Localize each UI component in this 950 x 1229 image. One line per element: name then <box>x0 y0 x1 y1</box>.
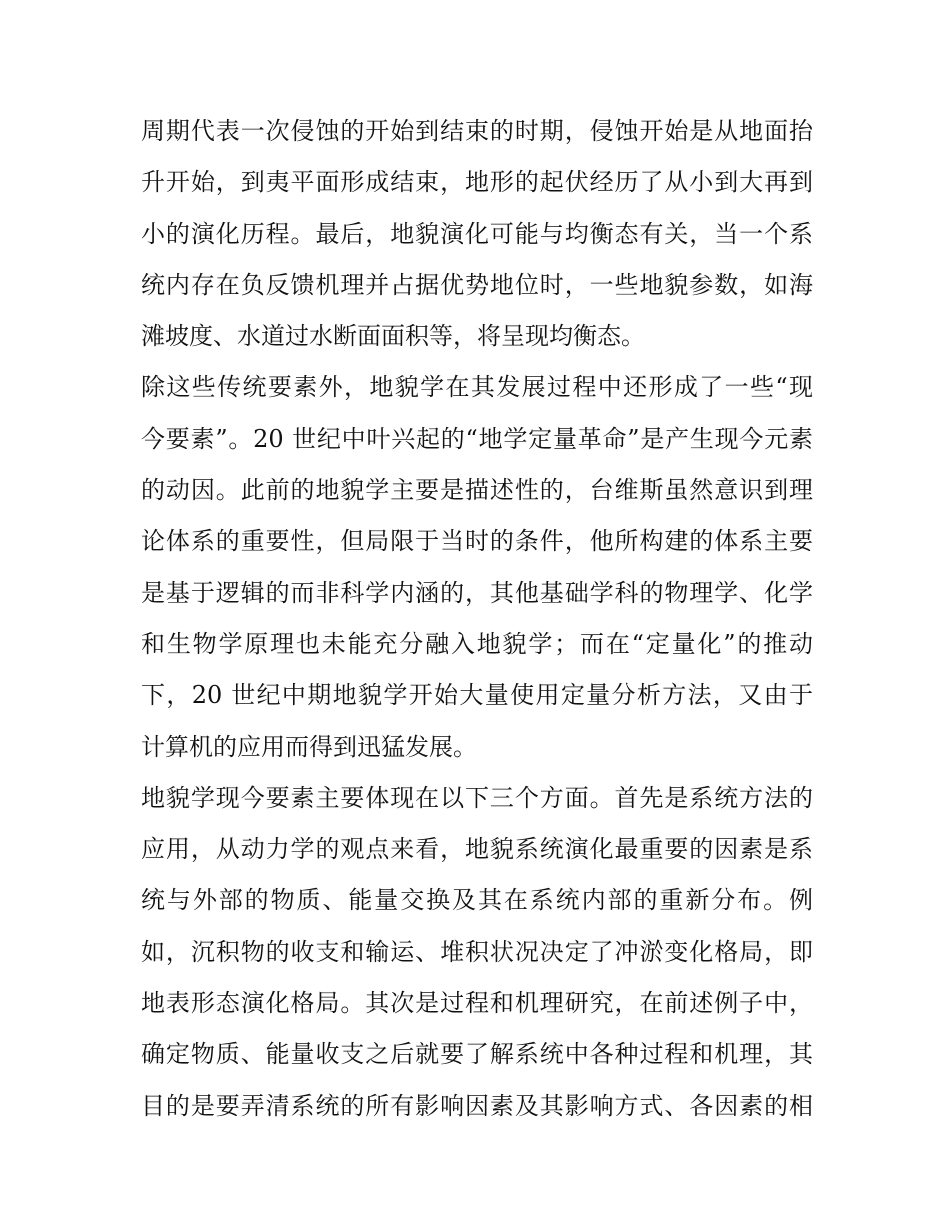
text-line: 应用，从动力学的观点来看，地貌系统演化最重要的因素是系 <box>141 835 813 864</box>
text-line: 计算机的应用而得到迅猛发展。 <box>141 732 477 761</box>
text-line: 除这些传统要素外，地貌学在其发展过程中还形成了一些“现 <box>141 373 813 402</box>
text-line: 统与外部的物质、能量交换及其在系统内部的重新分布。例 <box>141 886 813 915</box>
text-line: 的动因。此前的地貌学主要是描述性的，台维斯虽然意识到理 <box>141 476 813 505</box>
text-line: 是基于逻辑的而非科学内涵的，其他基础学科的物理学、化学 <box>141 578 813 607</box>
text-line: 周期代表一次侵蚀的开始到结束的时期，侵蚀开始是从地面抬 <box>141 117 813 145</box>
text-line: 统内存在负反馈机理并占据优势地位时，一些地貌参数，如海 <box>141 270 813 299</box>
text-line: 小的演化历程。最后，地貌演化可能与均衡态有关，当一个系 <box>141 219 813 248</box>
text-line: 地表形态演化格局。其次是过程和机理研究，在前述例子中， <box>141 989 813 1018</box>
body-text <box>141 106 813 1132</box>
text-line: 如，沉积物的收支和输运、堆积状况决定了冲淤变化格局，即 <box>141 937 813 966</box>
text-line: 下，20 世纪中期地貌学开始大量使用定量分析方法，又由于 <box>141 681 813 710</box>
text-line: 今要素”。20 世纪中叶兴起的“地学定量革命”是产生现今元素 <box>141 424 813 453</box>
text-line: 确定物质、能量收支之后就要了解系统中各种过程和机理，其 <box>141 1040 813 1069</box>
text-line: 论体系的重要性，但局限于当时的条件，他所构建的体系主要 <box>141 527 813 556</box>
text-line: 升开始，到夷平面形成结束，地形的起伏经历了从小到大再到 <box>141 168 813 197</box>
text-line: 目的是要弄清系统的所有影响因素及其影响方式、各因素的相 <box>141 1091 813 1120</box>
text-line: 地貌学现今要素主要体现在以下三个方面。首先是系统方法的 <box>141 783 813 812</box>
text-line: 和生物学原理也未能充分融入地貌学；而在“定量化”的推动 <box>141 629 813 658</box>
text-line: 滩坡度、水道过水断面面积等，将呈现均衡态。 <box>141 322 645 351</box>
